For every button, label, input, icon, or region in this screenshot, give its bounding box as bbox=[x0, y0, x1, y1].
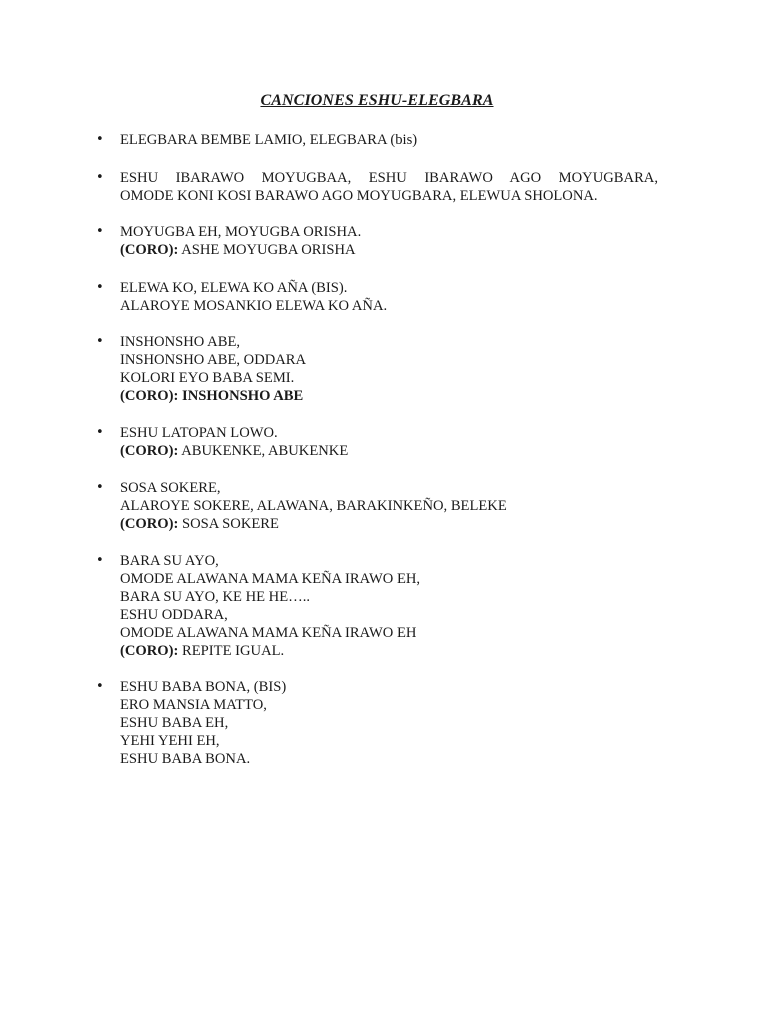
song-line: BARA SU AYO, bbox=[120, 553, 219, 569]
song-item bbox=[96, 131, 658, 149]
coro-text: ASHE MOYUGBA ORISHA bbox=[181, 242, 356, 258]
coro-line bbox=[120, 442, 658, 460]
song-line: ELEGBARA BEMBE LAMIO, ELEGBARA (bis) bbox=[120, 132, 418, 148]
coro-text: SOSA SOKERE bbox=[182, 516, 279, 532]
coro-label: (CORO): bbox=[120, 242, 179, 258]
song-line: ESHU ODDARA, bbox=[120, 607, 228, 623]
song-line: ALAROYE SOKERE, ALAWANA, BARAKINKEÑO, BELEKE bbox=[120, 498, 507, 514]
song-line: INSHONSHO ABE, bbox=[120, 334, 241, 350]
song-item bbox=[96, 424, 658, 460]
coro-label: (CORO): bbox=[120, 443, 179, 459]
bullet-icon: • bbox=[96, 280, 104, 295]
song-line: ESHU BABA BONA. bbox=[120, 751, 251, 767]
coro-text: INSHONSHO ABE bbox=[182, 388, 304, 404]
song-line: BARA SU AYO, KE HE HE….. bbox=[120, 589, 311, 605]
coro-line bbox=[120, 642, 658, 660]
song-line: ELEWA KO, ELEWA KO AÑA (BIS). bbox=[120, 280, 348, 296]
coro-text: REPITE IGUAL. bbox=[182, 643, 285, 659]
song-line: ESHU BABA EH, bbox=[120, 715, 229, 731]
coro-text: ABUKENKE, ABUKENKE bbox=[181, 443, 349, 459]
song-item bbox=[96, 479, 658, 533]
coro-label: (CORO): bbox=[120, 388, 179, 404]
bullet-icon: • bbox=[96, 679, 104, 694]
song-line: MOYUGBA EH, MOYUGBA ORISHA. bbox=[120, 224, 362, 240]
song-line: INSHONSHO ABE, ODDARA bbox=[120, 352, 307, 368]
bullet-icon: • bbox=[96, 334, 104, 349]
coro-label: (CORO): bbox=[120, 643, 179, 659]
song-item bbox=[96, 169, 658, 205]
song-line: ESHU IBARAWO MOYUGBAA, ESHU IBARAWO AGO MOYUGBARA, bbox=[120, 170, 658, 186]
coro-line bbox=[120, 387, 658, 405]
song-line: ESHU LATOPAN LOWO. bbox=[120, 425, 278, 441]
coro-line bbox=[120, 515, 658, 533]
bullet-icon: • bbox=[96, 425, 104, 440]
song-line: OMODE ALAWANA MAMA KEÑA IRAWO EH bbox=[120, 625, 417, 641]
bullet-icon: • bbox=[96, 224, 104, 239]
song-line: OMODE KONI KOSI BARAWO AGO MOYUGBARA, ELEWUA SHOLONA. bbox=[120, 188, 598, 204]
bullet-icon: • bbox=[96, 170, 104, 185]
coro-label: (CORO): bbox=[120, 516, 179, 532]
song-line: KOLORI EYO BABA SEMI. bbox=[120, 370, 295, 386]
song-line: ALAROYE MOSANKIO ELEWA KO AÑA. bbox=[120, 298, 388, 314]
song-line: ESHU BABA BONA, (BIS) bbox=[120, 679, 287, 695]
song-item bbox=[96, 223, 658, 259]
song-line: YEHI YEHI EH, bbox=[120, 733, 220, 749]
song-item bbox=[96, 552, 658, 660]
document-title: CANCIONES ESHU-ELEGBARA bbox=[260, 92, 494, 109]
song-line: ERO MANSIA MATTO, bbox=[120, 697, 267, 713]
song-line: OMODE ALAWANA MAMA KEÑA IRAWO EH, bbox=[120, 571, 421, 587]
bullet-icon: • bbox=[96, 553, 104, 568]
bullet-icon: • bbox=[96, 132, 104, 147]
song-line: SOSA SOKERE, bbox=[120, 480, 221, 496]
coro-line bbox=[120, 241, 658, 259]
song-item bbox=[96, 678, 658, 768]
song-item bbox=[96, 279, 658, 315]
bullet-icon: • bbox=[96, 480, 104, 495]
song-item bbox=[96, 333, 658, 405]
